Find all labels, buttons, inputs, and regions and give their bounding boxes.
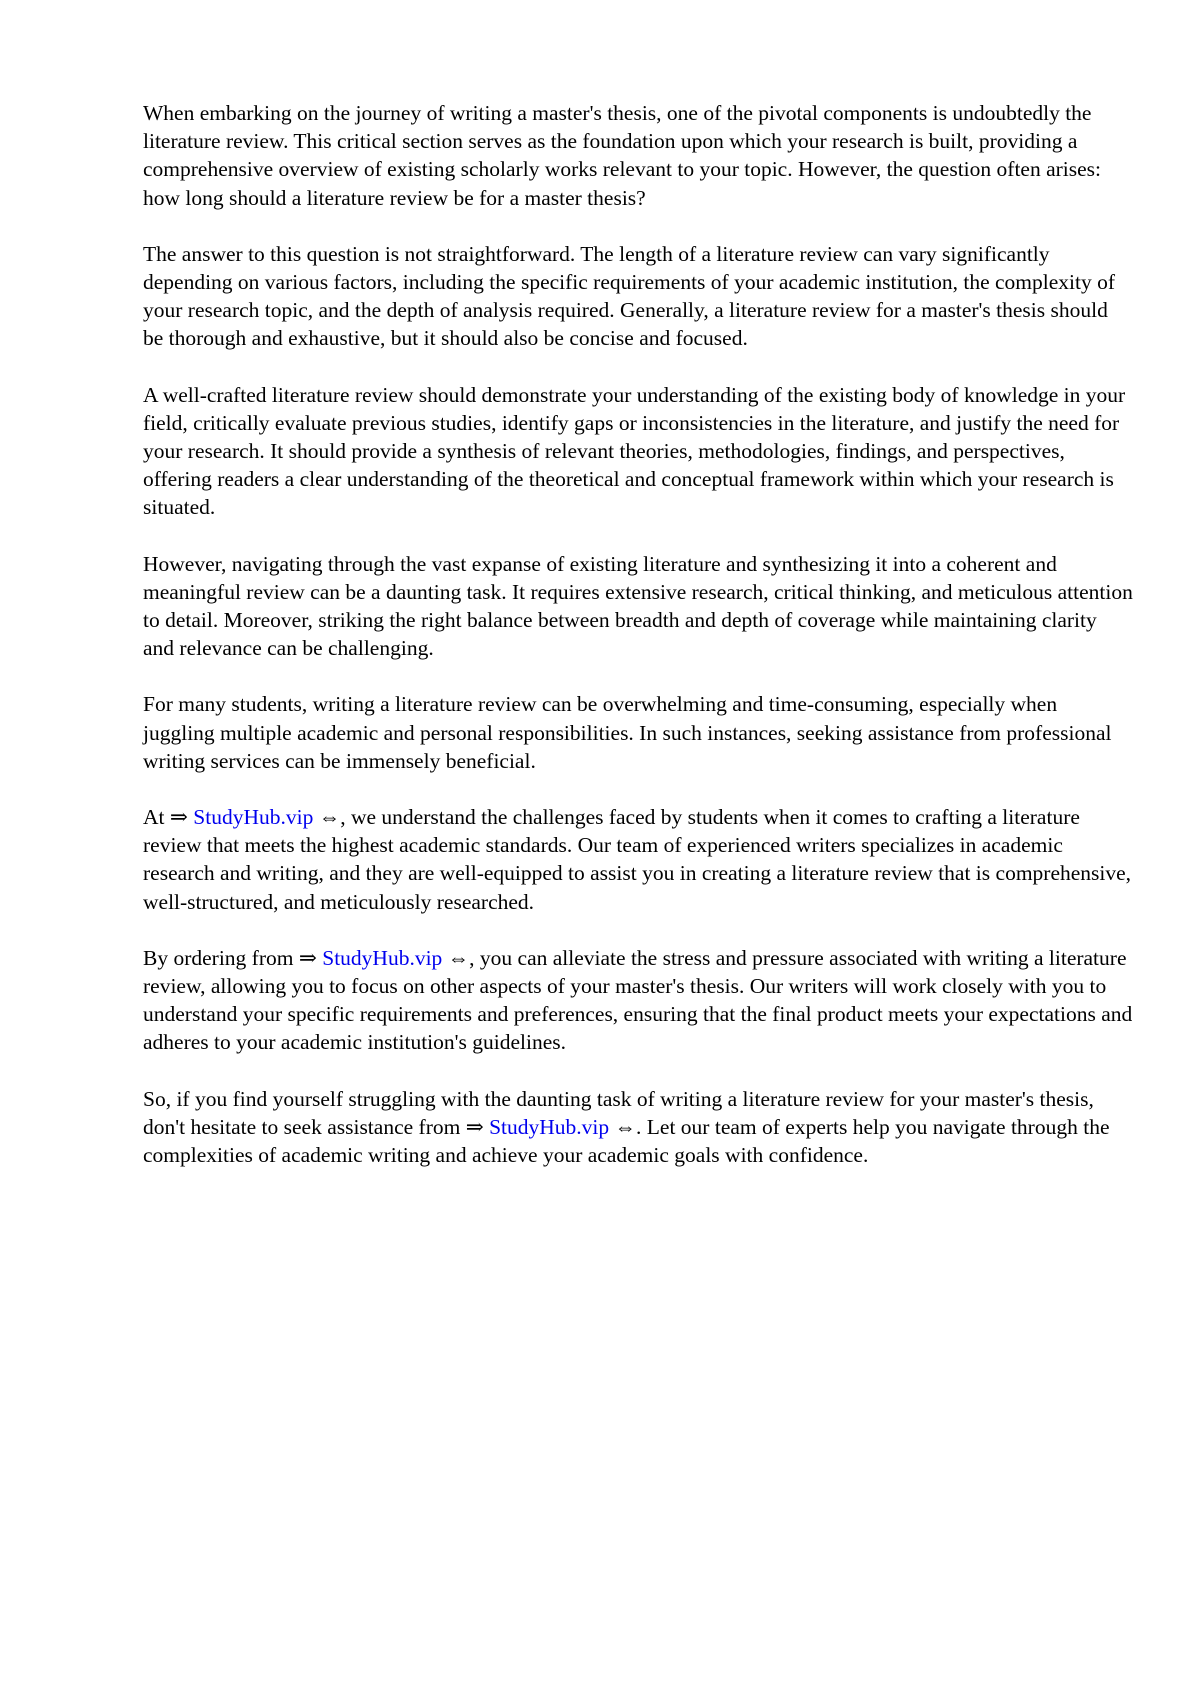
right-double-arrow-icon: ⇒ (465, 1114, 484, 1139)
paragraph-text-before: At (143, 805, 170, 830)
paragraph-at-studyhub (143, 803, 1133, 916)
paragraph-intro: When embarking on the journey of writing a master's thesis, one of the pivotal components is undoubtedly the literature review. This critical section serves as the foundation upon which your research is built, providing a comprehensive overview of existing scholarly works relevant to your topic. However, the question often arises: how long should a literature review be for a master thesis? (143, 101, 1102, 210)
paragraph-conclusion (143, 1085, 1133, 1170)
studyhub-link[interactable]: StudyHub.vip (489, 1114, 610, 1139)
paragraph-by-ordering (143, 944, 1133, 1057)
studyhub-link[interactable]: StudyHub.vip (193, 805, 314, 830)
paragraph-text-before: So, if you find yourself struggling with the daunting task of writing a literature review for your master's thesis, don't hesitate to seek assistance from (143, 1086, 1094, 1139)
paragraph-text-after: . Let our team of experts help you navigate through the complexities of academic writing and achieve your academic goals with confidence. (143, 1114, 1110, 1168)
paragraph-well-crafted: A well-crafted literature review should demonstrate your understanding of the existing body of knowledge in your field, critically evaluate previous studies, identify gaps or inconsistencies in the literature, and justify the need for your research. It should provide a synthesis of relevant theories, methodologies, findings, and perspectives, offering readers a clear understanding of the theoretical and conceptual framework within which your research is situated. (143, 382, 1126, 520)
paragraph-navigating: However, navigating through the vast expanse of existing literature and synthesizing it into a coherent and meaningful review can be a daunting task. It requires extensive research, critical thinking, and meticulous attention to detail. Moreover, striking the right balance between breadth and depth of coverage while maintaining clarity and relevance can be challenging. (143, 551, 1133, 661)
left-right-double-arrow-icon: ⇔ (447, 945, 470, 970)
paragraph-text-after: , we understand the challenges faced by students when it comes to crafting a literature review that meets the highest academic standards. Our team of experienced writers specializes in academic research and writing, and they are well-equipped to assist you in creating a literature review that is comprehensive, well-structured, and meticulously researched. (143, 805, 1132, 914)
right-double-arrow-icon: ⇒ (169, 805, 188, 830)
left-right-double-arrow-icon: ⇔ (614, 1114, 637, 1139)
paragraph-many-students: For many students, writing a literature review can be overwhelming and time-consuming, especially when juggling multiple academic and personal responsibilities. In such instances, seeking assistance from professional writing services can be immensely beneficial. (143, 692, 1112, 773)
paragraph-length-answer: The answer to this question is not straightforward. The length of a literature review can vary significantly depending on various factors, including the specific requirements of your academic institution, the complexity of your research topic, and the depth of analysis required. Generally, a literature review for a master's thesis should be thorough and exhaustive, but it should also be concise and focused. (143, 241, 1116, 351)
paragraph-text-before: By ordering from (143, 945, 299, 970)
studyhub-link[interactable]: StudyHub.vip (322, 945, 443, 970)
document-body (143, 99, 1133, 1197)
left-right-double-arrow-icon: ⇔ (318, 805, 341, 830)
right-double-arrow-icon: ⇒ (298, 945, 317, 970)
paragraph-text-after: , you can alleviate the stress and pressure associated with writing a literature review, allowing you to focus on other aspects of your master's thesis. Our writers will work closely with you to understand your specific requirements and preferences, ensuring that the final product meets your expectations and adheres to your academic institution's guidelines. (143, 945, 1133, 1055)
